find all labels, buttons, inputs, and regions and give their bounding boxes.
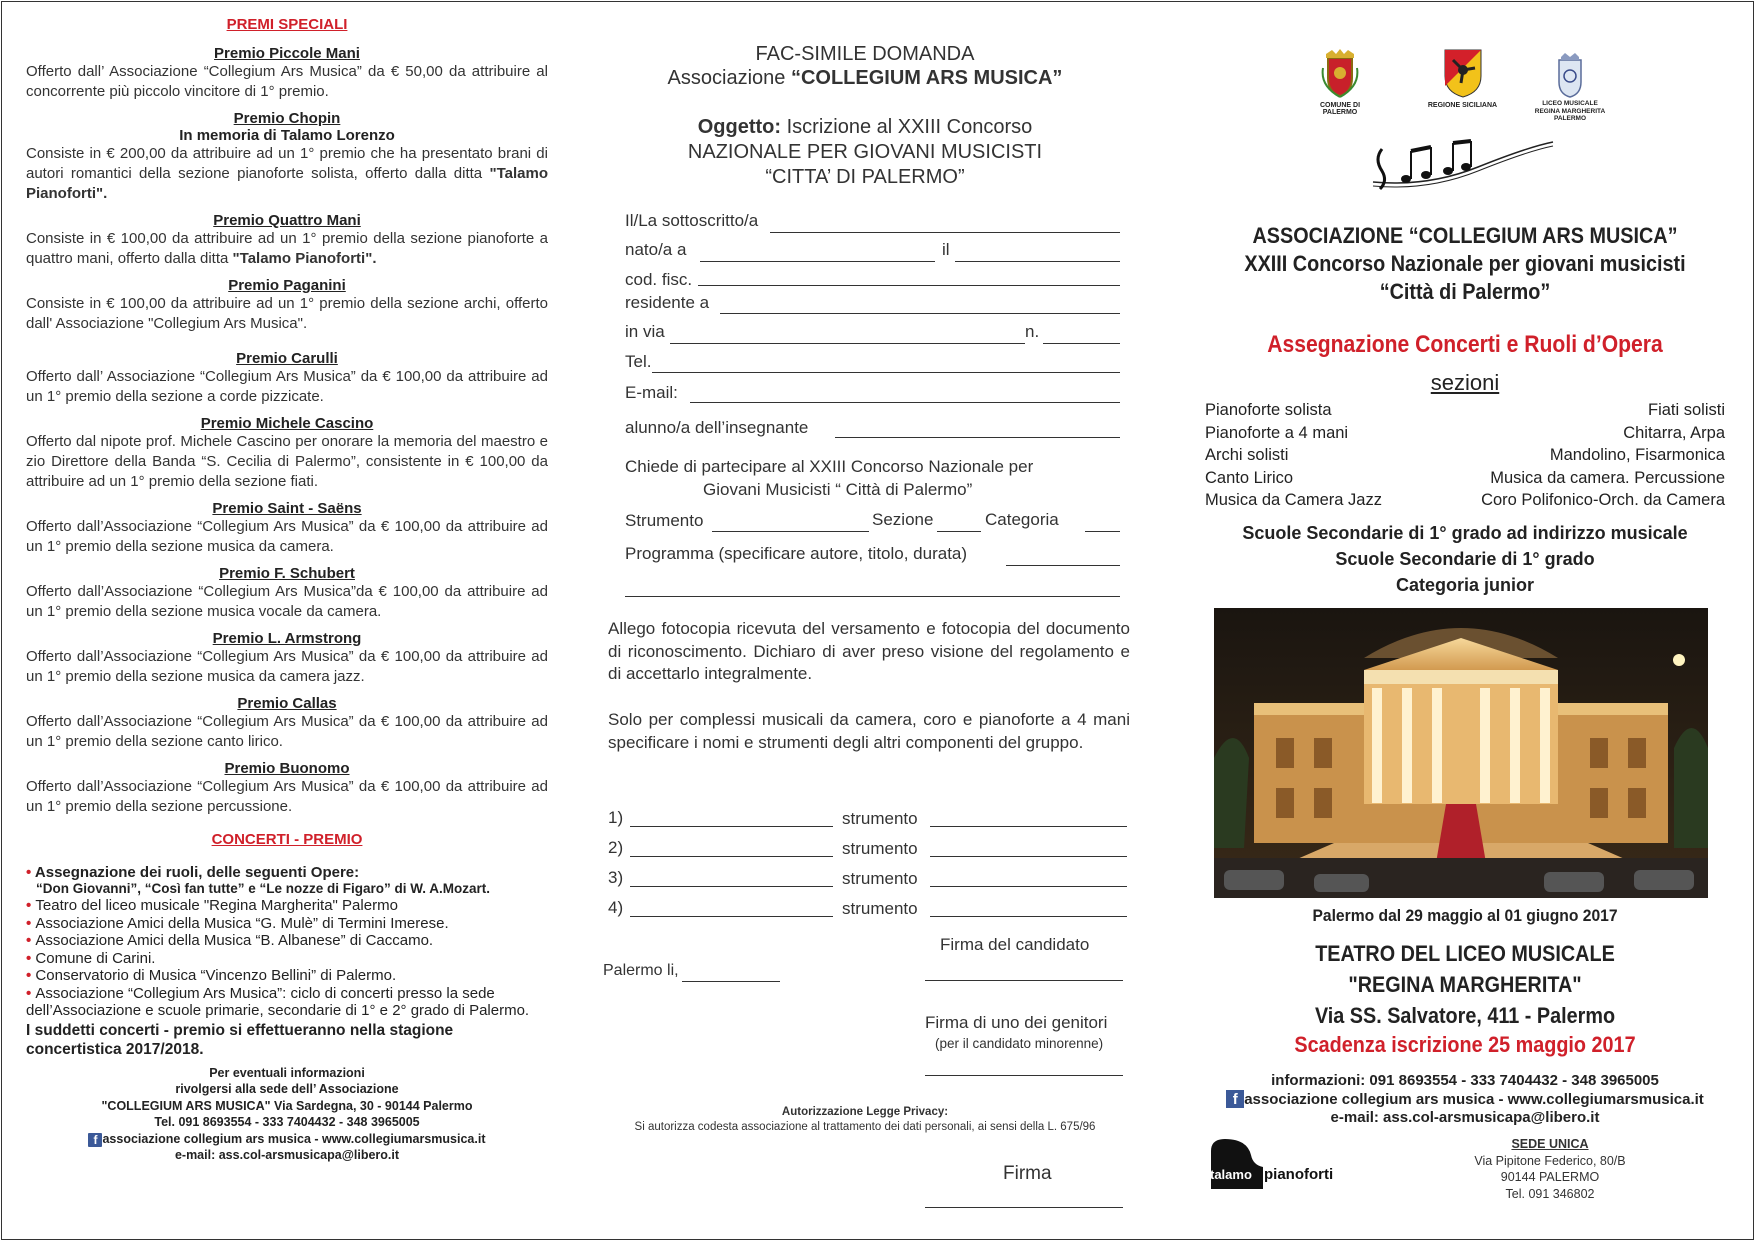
concert-venues-list	[26, 897, 548, 1020]
firma-genitori-label: Firma di uno dei genitori	[925, 1013, 1108, 1032]
firma-field[interactable]	[925, 1207, 1123, 1208]
sezione-field[interactable]	[937, 531, 981, 532]
info-block	[26, 1065, 548, 1164]
prize-description-text: Offerto dall’ Associazione “Collegium Ars Musica” da € 100,00 da attribuire ad un 1° premio della sezione a corde pizzicate.	[26, 368, 548, 405]
venue-bullet-text: Associazione Amici della Musica “B. Albanese” di Caccamo.	[35, 932, 434, 949]
liceo-crest-icon	[1555, 52, 1585, 98]
application-form	[600, 0, 1130, 1241]
prize-description	[26, 582, 548, 622]
logo-label: REGIONE SICILIANA	[1427, 102, 1498, 109]
programma-field-line2[interactable]	[625, 596, 1120, 597]
schools-block	[1200, 520, 1730, 598]
date-signature-field[interactable]	[682, 981, 780, 982]
firma-label: Firma	[1003, 1163, 1052, 1184]
member-name-field[interactable]	[630, 856, 833, 857]
categoria-label: Categoria	[985, 510, 1059, 529]
sede-line: Tel. 091 346802	[1505, 1186, 1595, 1201]
tel-field[interactable]	[652, 372, 1120, 373]
via-field[interactable]	[670, 343, 1025, 344]
bullet-mark: •	[26, 984, 36, 1002]
scadenza: Scadenza iscrizione 25 maggio 2017	[1294, 1032, 1636, 1057]
member-number: 2)	[608, 838, 624, 857]
oggetto-text: “CITTA’ DI PALERMO”	[765, 166, 965, 188]
red-title: Assegnazione Concerti e Ruoli d’Opera	[1267, 331, 1663, 358]
section-item: Musica da Camera Jazz	[1205, 491, 1382, 510]
firma-genitori-sub: (per il candidato minorenne)	[935, 1036, 1104, 1051]
oggetto-text: Iscrizione al XXIII Concorso	[781, 116, 1033, 138]
member-name-field[interactable]	[630, 916, 833, 917]
member-instrument-label: strumento	[842, 869, 918, 888]
form-title-line1: FAC-SIMILE DOMANDA	[755, 43, 975, 65]
section-item: Pianoforte solista	[1205, 401, 1332, 419]
prize-name: Premio F. Schubert	[219, 565, 355, 582]
sede-title: SEDE UNICA	[1511, 1137, 1589, 1151]
prize-description-text: Offerto dall’Associazione “Collegium Ars Musica” da € 100,00 da attribuire ad un 1° premio della sezione musica da camera.	[26, 518, 548, 555]
prize-description-text: Offerto dall’Associazione “Collegium Ars Musica” da € 100,00 da attribuire ad un 1° premio della sezione musica da camera jazz.	[26, 648, 548, 685]
firma-candidato-field[interactable]	[925, 980, 1123, 981]
section-item: Archi solisti	[1205, 446, 1289, 465]
prize-name: Premio Saint - Saëns	[212, 500, 362, 517]
prize-name: Premio Paganini	[228, 277, 346, 294]
strumento-field[interactable]	[712, 531, 869, 532]
venue-bullet	[26, 932, 548, 950]
prize-description	[26, 712, 548, 752]
prize-name: Premio Chopin	[233, 110, 341, 127]
prize-item	[26, 415, 548, 492]
facebook-icon: f	[1226, 1090, 1244, 1108]
left-column	[26, 0, 548, 1241]
venue-block	[1227, 938, 1704, 1031]
civic-number-field[interactable]	[1043, 343, 1120, 344]
info-line: rivolgersi alla sede dell’ Associazione	[175, 1082, 399, 1096]
programma-field[interactable]	[1006, 565, 1120, 566]
prize-item	[26, 212, 548, 269]
firma-candidato-label: Firma del candidato	[940, 935, 1090, 954]
venue-bullet	[26, 967, 548, 985]
allego-text: Allego fotocopia ricevuta del versamento e fotocopia del documento di riconoscimento. Dichiaro di aver preso visione del regolamento e di accettarlo integralmente.	[608, 619, 1130, 683]
privacy-text: Si autorizza codesta associazione al trattamento dei dati personali, ai sensi della L. 675/96	[634, 1121, 1096, 1133]
venue-line: "REGINA MARGHERITA"	[1348, 972, 1582, 997]
contact-block	[1200, 1072, 1730, 1127]
facebook-text: associazione collegium ars musica - www.collegiumarsmusica.it	[102, 1131, 486, 1146]
prize-item	[26, 630, 548, 687]
firma-genitori-field[interactable]	[925, 1075, 1123, 1076]
venue-bullet-text: Teatro del liceo musicale "Regina Margherita" Palermo	[35, 897, 398, 914]
oggetto-block	[600, 115, 1130, 190]
chiede-text	[625, 455, 1095, 501]
prize-description	[26, 367, 548, 407]
member-number: 1)	[608, 808, 624, 827]
categoria-field[interactable]	[1085, 531, 1120, 532]
residente-label: residente a	[625, 293, 710, 312]
sections-left-list	[1205, 399, 1382, 512]
venue-bullet	[26, 985, 548, 1020]
member-number: 3)	[608, 868, 624, 887]
bullet-mark: •	[26, 914, 36, 932]
music-notes-icon	[1368, 137, 1558, 197]
venue-bullet-text: Associazione “Collegium Ars Musica”: ciclo di concerti presso la sede dell’Associazione e scuole primarie, secondarie di 1° e 2° grado di Palermo.	[26, 984, 530, 1019]
prize-description-text: Offerto dal nipote prof. Michele Cascino per onorare la memoria del maestro e zio Direttore della Banda “S. Cecilia di Palermo”, consistente in € 100,00 da attribuire ad un 1° premio della sezione fiati.	[26, 433, 548, 490]
city-title: “Città di Palermo”	[1379, 279, 1551, 304]
prize-item	[26, 45, 548, 102]
prize-name: Premio Piccole Mani	[214, 45, 360, 62]
insegnante-field[interactable]	[835, 437, 1120, 438]
prize-description-text: Offerto dall’Associazione “Collegium Ars Musica” da € 100,00 da attribuire ad un 1° premio della sezione percussione.	[26, 778, 548, 815]
theatre-photo	[1214, 608, 1708, 898]
prize-list	[26, 45, 548, 817]
prize-description-text: Offerto dall’Associazione “Collegium Ars Musica” da € 100,00 da attribuire ad un 1° premio della sezione canto lirico.	[26, 713, 548, 750]
prize-description	[26, 62, 548, 102]
logo-label: LICEO MUSICALE REGINA MARGHERITA PALERMO	[1534, 100, 1606, 122]
oggetto-label: Oggetto:	[697, 116, 782, 138]
section-item: Coro Polifonico-Orch. da Camera	[1481, 491, 1725, 510]
main-title	[1227, 222, 1704, 306]
prize-subtitle: In memoria di Talamo Lorenzo	[179, 127, 395, 144]
member-instrument-field[interactable]	[930, 826, 1127, 827]
palermo-li-label: Palermo li,	[603, 962, 679, 979]
bullet-mark: •	[26, 967, 36, 984]
sede-block	[1360, 1136, 1740, 1202]
prize-description	[26, 229, 548, 269]
member-name-field[interactable]	[630, 826, 833, 827]
section-item: Mandolino, Fisarmonica	[1549, 446, 1725, 465]
member-instrument-label: strumento	[842, 809, 918, 828]
prize-item	[26, 565, 548, 622]
member-number: 4)	[608, 898, 624, 917]
email-field[interactable]	[690, 402, 1120, 403]
talamo-text: talamo	[1210, 1167, 1252, 1182]
member-instrument-label: strumento	[842, 839, 918, 858]
grand-piano-icon	[1207, 1137, 1265, 1191]
prize-description	[26, 647, 548, 687]
programma-label: Programma (specificare autore, titolo, durata)	[625, 544, 968, 563]
contact-facebook	[1200, 1090, 1730, 1109]
sede-line: 90144 PALERMO	[1500, 1170, 1600, 1184]
email-label: E-mail:	[625, 383, 678, 402]
contact-email: e-mail: ass.col-arsmusicapa@libero.it	[1330, 1109, 1600, 1126]
info-line: Tel. 091 8693554 - 333 7404432 - 348 3965005	[154, 1115, 420, 1129]
logo-label: COMUNE DI PALERMO	[1319, 102, 1361, 116]
via-label: in via	[625, 322, 665, 341]
premi-speciali-title: PREMI SPECIALI	[226, 16, 348, 33]
date-field[interactable]	[955, 261, 1120, 262]
prize-description	[26, 294, 548, 334]
prize-name: Premio L. Armstrong	[212, 630, 362, 647]
concerti-premio-title: CONCERTI - PREMIO	[211, 831, 363, 848]
schools-line: Scuole Secondarie di 1° grado	[1335, 549, 1595, 569]
prize-name: Premio Callas	[237, 695, 337, 712]
prize-description	[26, 432, 548, 492]
venue-bullet	[26, 897, 548, 915]
prize-item	[26, 350, 548, 407]
venue-bullet	[26, 915, 548, 933]
dates: Palermo dal 29 maggio al 01 giugno 2017	[1312, 906, 1618, 925]
info-line: Per eventuali informazioni	[209, 1065, 365, 1080]
form-title	[600, 42, 1130, 90]
alunno-label: alunno/a dell’insegnante	[625, 418, 809, 437]
logo-comune	[1305, 48, 1375, 116]
prize-description	[26, 517, 548, 557]
member-instrument-label: strumento	[842, 899, 918, 918]
venue-bullet-text: Associazione Amici della Musica “G. Mulè” di Termini Imerese.	[35, 914, 449, 932]
sections-right-list	[1481, 399, 1725, 512]
opere-heading	[26, 864, 548, 881]
right-column	[1200, 0, 1730, 1241]
prize-sponsor: "Talamo Pianoforti".	[26, 165, 548, 202]
residente-field[interactable]	[720, 313, 1120, 314]
schools-line: Scuole Secondarie di 1° grado ad indirizzo musicale	[1242, 523, 1688, 543]
prize-name: Premio Buonomo	[224, 760, 350, 777]
chiede-line: Giovani Musicisti “ Città di Palermo”	[703, 480, 973, 499]
strumento-label: Strumento	[625, 511, 704, 530]
venue-bullet	[26, 950, 548, 968]
nato-label: nato/a a	[625, 240, 687, 259]
venue-bullet-text: Comune di Carini.	[35, 949, 156, 967]
solo-text: Solo per complessi musicali da camera, coro e pianoforte a 4 mani specificare i nomi e strumenti degli altri componenti del gruppo.	[608, 710, 1130, 752]
prize-name: Premio Carulli	[236, 350, 338, 367]
oggetto-text: NAZIONALE PER GIOVANI MUSICISTI	[687, 141, 1043, 163]
section-item: Musica da camera. Percussione	[1490, 468, 1725, 487]
contact-phone: informazioni: 091 8693554 - 333 7404432 - 348 3965005	[1271, 1072, 1659, 1089]
sottoscritto-label: Il/La sottoscritto/a	[625, 211, 759, 230]
facebook-line	[26, 1131, 548, 1148]
privacy-title: Autorizzazione Legge Privacy:	[781, 1106, 949, 1118]
logo-liceo	[1530, 52, 1610, 123]
codfisc-field[interactable]	[698, 285, 1120, 286]
prize-description-text: Offerto dall’ Associazione “Collegium Ars Musica” da € 50,00 da attribuire al concorrente più piccolo vincitore di 1° premio.	[26, 63, 548, 100]
prize-item	[26, 277, 548, 334]
sezione-label: Sezione	[872, 510, 934, 529]
bullet-mark: •	[26, 864, 32, 881]
il-label: il	[942, 240, 950, 259]
trinacria-crest-icon	[1443, 48, 1483, 98]
codfisc-label: cod. fisc.	[625, 270, 693, 289]
prize-description-text: Consiste in € 100,00 da attribuire ad un 1° premio della sezione archi, offerto dall' Associazione "Collegium Ars Musica".	[26, 295, 548, 332]
prize-item	[26, 760, 548, 817]
tel-label: Tel.	[625, 352, 652, 371]
logo-regione	[1420, 48, 1505, 109]
prize-item	[26, 110, 548, 204]
sede-line: Via Pipitone Federico, 80/B	[1474, 1153, 1626, 1168]
venue-address: Via SS. Salvatore, 411 - Palermo	[1314, 1003, 1616, 1028]
member-instrument-field[interactable]	[930, 886, 1127, 887]
prize-name: Premio Quattro Mani	[213, 212, 361, 229]
bullet-mark: •	[26, 949, 36, 967]
prize-description-text: Consiste in € 200,00 da attribuire ad un 1° premio che ha presentato brani di autori romantici della sezione pianoforte solista, offerto dalla ditta	[26, 145, 548, 182]
opere-heading-text: Assegnazione dei ruoli, delle seguenti Opere:	[34, 864, 360, 881]
venue-bullet-text: Conservatorio di Musica “Vincenzo Bellini” di Palermo.	[35, 967, 397, 984]
member-name-field[interactable]	[630, 886, 833, 887]
section-item: Chitarra, Arpa	[1623, 423, 1725, 442]
prize-item	[26, 695, 548, 752]
form-title-assoc: “COLLEGIUM ARS MUSICA”	[790, 67, 1063, 89]
member-instrument-field[interactable]	[930, 916, 1127, 917]
prize-description-text: Consiste in € 100,00 da attribuire ad un 1° premio della sezione pianoforte a quattro mani, offerto dalla ditta	[26, 230, 548, 267]
sezioni-heading: sezioni	[1430, 370, 1500, 395]
sottoscritto-field[interactable]	[770, 232, 1120, 233]
concorso-title: XXIII Concorso Nazionale per giovani musicisti	[1244, 251, 1686, 276]
pianoforti-text: pianoforti	[1264, 1166, 1334, 1183]
email-line: e-mail: ass.col-arsmusicapa@libero.it	[174, 1148, 400, 1162]
palermo-crest-icon	[1320, 48, 1360, 98]
bullet-mark: •	[26, 897, 36, 914]
prize-sponsor: "Talamo Pianoforti".	[232, 250, 377, 267]
opere-list: “Don Giovanni”, “Così fan tutte” e “Le nozze di Figaro” di W. A.Mozart.	[36, 881, 491, 896]
form-title-prefix: Associazione	[667, 67, 791, 89]
contact-facebook-text: associazione collegium ars musica - www.collegiumarsmusica.it	[1244, 1091, 1704, 1108]
section-item: Fiati solisti	[1647, 401, 1725, 419]
info-line: "COLLEGIUM ARS MUSICA" Via Sardegna, 30 - 90144 Palermo	[101, 1098, 473, 1113]
privacy-block	[600, 1105, 1130, 1135]
prize-description-text: Offerto dall’Associazione “Collegium Ars Musica”da € 100,00 da attribuire ad un 1° premio della sezione musica vocale da camera.	[26, 583, 548, 620]
prize-description	[26, 777, 548, 817]
prize-item	[26, 500, 548, 557]
schools-line: Categoria junior	[1395, 575, 1534, 595]
prize-name: Premio Michele Cascino	[200, 415, 374, 432]
section-item: Pianoforte a 4 mani	[1205, 423, 1349, 442]
venue-line: TEATRO DEL LICEO MUSICALE	[1315, 941, 1615, 966]
association-title: ASSOCIAZIONE “COLLEGIUM ARS MUSICA”	[1252, 223, 1678, 248]
talamo-logo	[1207, 1137, 1352, 1191]
concerti-note: I suddetti concerti - premio si effettueranno nella stagione concertistica 2017/2018.	[26, 1021, 454, 1058]
nato-field[interactable]	[700, 261, 935, 262]
facebook-icon: f	[88, 1133, 102, 1147]
n-label: n.	[1025, 322, 1040, 341]
bullet-mark: •	[26, 932, 36, 949]
chiede-line: Chiede di partecipare al XXIII Concorso Nazionale per	[625, 457, 1034, 476]
form-title-line2	[600, 66, 1130, 90]
prize-description	[26, 144, 548, 204]
member-instrument-field[interactable]	[930, 856, 1127, 857]
section-item: Canto Lirico	[1205, 468, 1294, 487]
